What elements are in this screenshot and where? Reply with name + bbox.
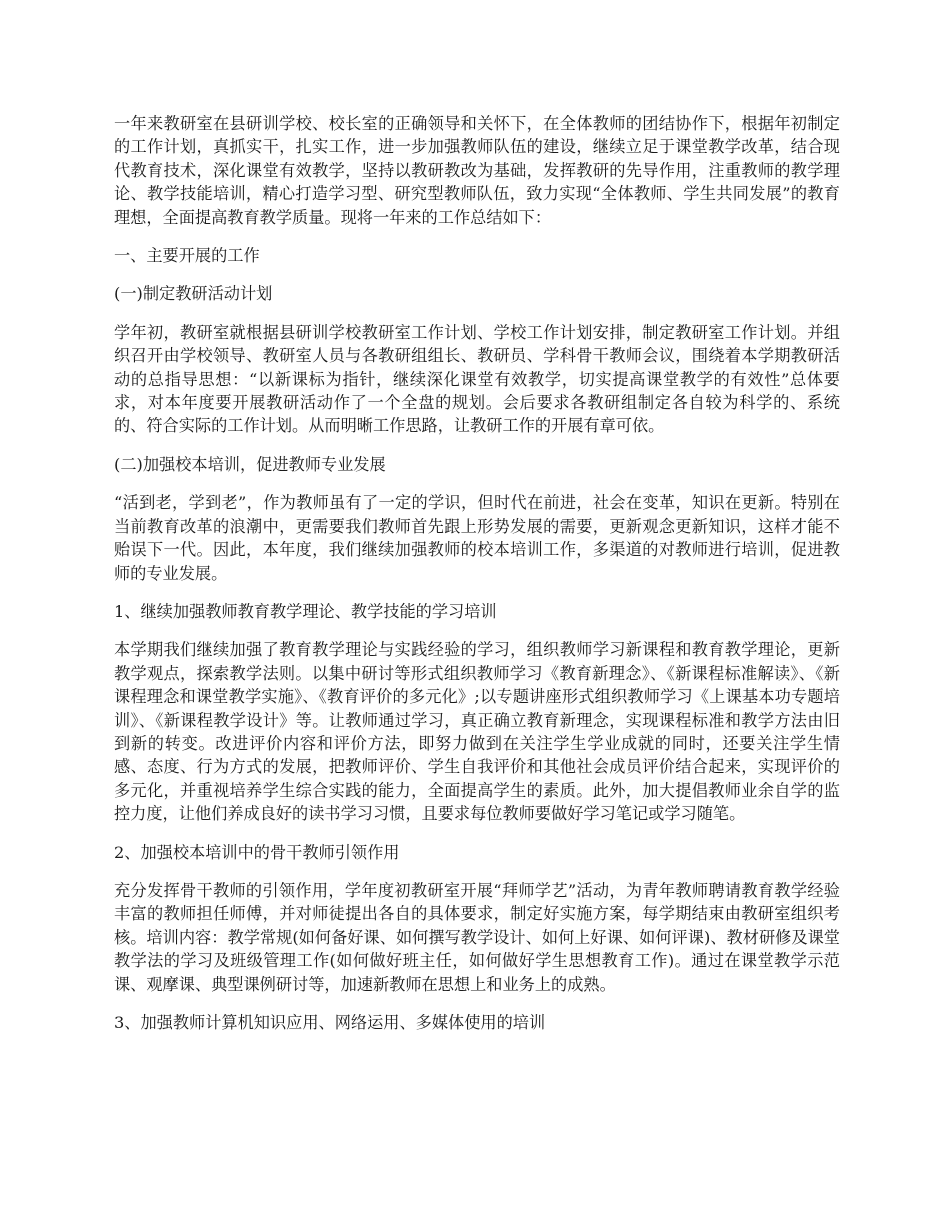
item-heading-computer: 3、加强教师计算机知识应用、网络运用、多媒体使用的培训	[114, 1013, 546, 1032]
theory-paragraph: 本学期我们继续加强了教育教学理论与实践经验的学习，组织教师学习新课程和教育教学理论，更新教学观点，探索教学法则。以集中研讨等形式组织教师学习《教育新理念》、《新课程标准解读》、《新课程理念和课堂教学实施》、《教育评价的多元化》;以专题讲座形式组织教师学习《上课基本功专题培训》、《新课程教学设计》等。让教师通过学习，真正确立教育新理念，实现课程标准和教学方法由旧到新的转变。改进评价内容和评价方法，即努力做到在关注学生学业成就的同时，还要关注学生情感、态度、行为方式的发展，把教师评价、学生自我评价和其他社会成员评价结合起来，实现评价的多元化，并重视培养学生综合实践的能力，全面提高学生的素质。此外，加大提倡教师业余自学的监控力度，让他们养成良好的读书学习习惯，且要求每位教师要做好学习笔记或学习随笔。	[114, 640, 840, 824]
subsection-heading-plan: (一)制定教研活动计划	[114, 284, 273, 304]
section-heading-main-work: 一、主要开展的工作	[114, 246, 260, 266]
item-heading-theory: 1、继续加强教师教育教学理论、教学技能的学习培训	[114, 601, 497, 621]
training-paragraph: “活到老，学到老”，作为教师虽有了一定的学识，但时代在前进，社会在变革，知识在更新。特别在当前教育改革的浪潮中，更需要我们教师首先跟上形势发展的需要，更新观念更新知识，这样才能不贻误下一代。因此，本年度，我们继续加强教师的校本培训工作，多渠道的对教师进行培训，促进教师的专业发展。	[114, 493, 840, 583]
plan-paragraph: 学年初，教研室就根据县研训学校教研室工作计划、学校工作计划安排，制定教研室工作计划。并组织召开由学校领导、教研室人员与各教研组组长、教研员、学科骨干教师会议，围绕着本学期教研活动的总指导思想：“以新课标为指针，继续深化课堂有效教学，切实提高课堂教学的有效性”总体要求，对本年度要开展教研活动作了一个全盘的规划。会后要求各教研组制定各自较为科学的、系统的、符合实际的工作计划。从而明晰工作思路，让教研工作的开展有章可依。	[114, 322, 840, 436]
item-heading-mentor: 2、加强校本培训中的骨干教师引领作用	[114, 842, 400, 862]
subsection-heading-training: (二)加强校本培训，促进教师专业发展	[114, 454, 386, 474]
document-page	[114, 112, 840, 1049]
intro-paragraph: 一年来教研室在县研训学校、校长室的正确领导和关怀下，在全体教师的团结协作下，根据年初制定的工作计划，真抓实干，扎实工作，进一步加强教师队伍的建设，继续立足于课堂教学改革，结合现代教育技术，深化课堂有效教学，坚持以教研教改为基础，发挥教研的先导作用，注重教师的教学理论、教学技能培训，精心打造学习型、研究型教师队伍，致力实现“全体教师、学生共同发展”的教育理想，全面提高教育教学质量。现将一年来的工作总结如下：	[114, 114, 840, 227]
mentor-paragraph: 充分发挥骨干教师的引领作用，学年度初教研室开展“拜师学艺”活动，为青年教师聘请教育教学经验丰富的教师担任师傅，并对师徒提出各自的具体要求，制定好实施方案，每学期结束由教研室组织考核。培训内容：教学常规(如何备好课、如何撰写教学设计、如何上好课、如何评课)、教材研修及课堂教学法的学习及班级管理工作(如何做好班主任，如何做好学生思想教育工作)。通过在课堂教学示范课、观摩课、典型课例研讨等，加速新教师在思想上和业务上的成熟。	[114, 880, 840, 994]
